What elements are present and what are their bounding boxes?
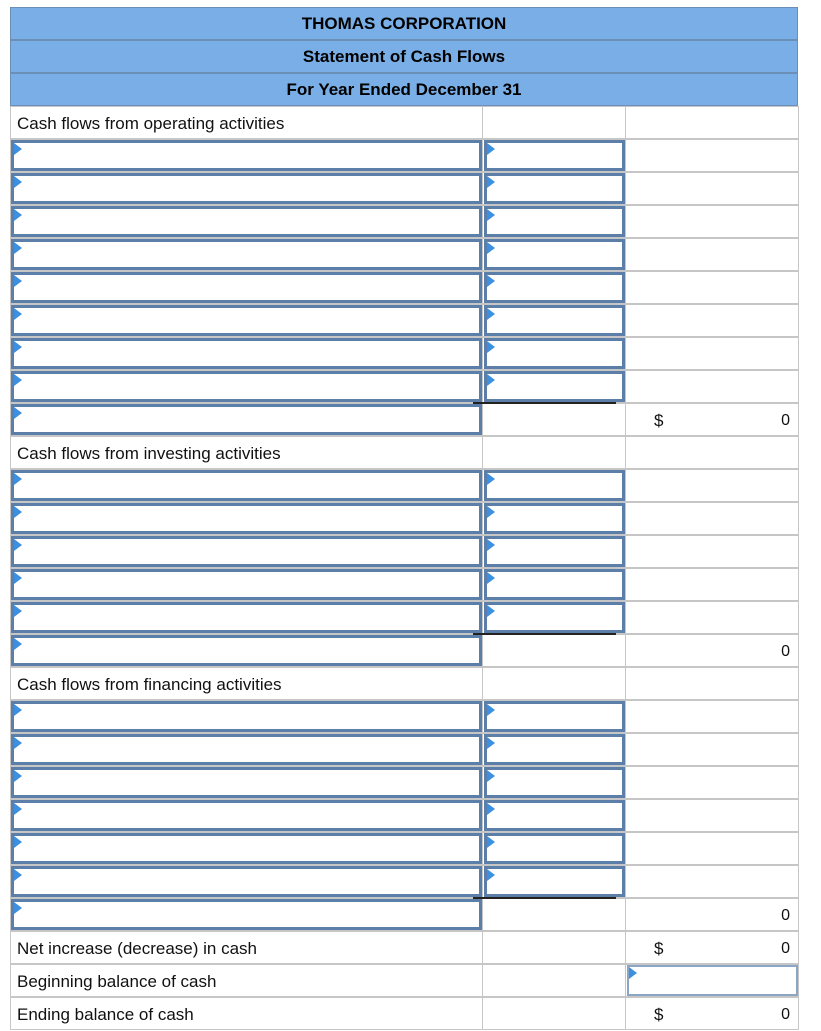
cell-total xyxy=(626,997,799,1030)
dropdown-marker-icon xyxy=(14,737,22,749)
cell-total xyxy=(626,535,799,568)
description-input[interactable] xyxy=(11,800,482,831)
financing-line xyxy=(10,733,799,766)
dropdown-marker-icon xyxy=(14,374,22,386)
cell-total xyxy=(626,931,799,964)
financing-line xyxy=(10,865,799,898)
cell-amount xyxy=(483,403,626,436)
amount-input[interactable] xyxy=(484,305,625,336)
amount-input[interactable] xyxy=(484,173,625,204)
dropdown-marker-icon xyxy=(14,902,22,914)
cell-total xyxy=(626,205,799,238)
dropdown-marker-icon xyxy=(14,572,22,584)
cell-total xyxy=(626,304,799,337)
investing-header-label: Cash flows from investing activities xyxy=(17,444,281,463)
description-input[interactable] xyxy=(11,866,482,897)
investing-total-row xyxy=(10,634,799,667)
description-input[interactable] xyxy=(11,536,482,567)
cell-total xyxy=(626,337,799,370)
cell-description xyxy=(10,106,483,139)
description-input[interactable] xyxy=(11,404,482,435)
input-marker-icon xyxy=(487,506,495,518)
description-input[interactable] xyxy=(11,206,482,237)
dropdown-marker-icon xyxy=(14,770,22,782)
cell-total xyxy=(626,106,799,139)
cell-amount xyxy=(483,931,626,964)
operating-header xyxy=(10,106,799,139)
cell-description xyxy=(10,436,483,469)
description-input[interactable] xyxy=(11,503,482,534)
amount-input[interactable] xyxy=(484,734,625,765)
description-input[interactable] xyxy=(11,899,482,930)
operating-header-label: Cash flows from operating activities xyxy=(17,114,285,133)
input-marker-icon xyxy=(487,374,495,386)
amount-input[interactable] xyxy=(484,206,625,237)
operating-line xyxy=(10,337,799,370)
cell-amount xyxy=(483,436,626,469)
amount-input[interactable] xyxy=(484,536,625,567)
dropdown-marker-icon xyxy=(14,638,22,650)
financing-header-label: Cash flows from financing activities xyxy=(17,675,282,694)
dropdown-marker-icon xyxy=(14,407,22,419)
input-marker-icon xyxy=(487,572,495,584)
amount-input[interactable] xyxy=(484,866,625,897)
description-input[interactable] xyxy=(11,338,482,369)
cell-total xyxy=(626,667,799,700)
description-input[interactable] xyxy=(11,767,482,798)
operating-line xyxy=(10,304,799,337)
cell-amount xyxy=(483,964,626,997)
company-name: THOMAS CORPORATION xyxy=(10,7,798,40)
input-marker-icon xyxy=(487,275,495,287)
net-change-row-label: Net increase (decrease) in cash xyxy=(17,939,258,958)
amount-input[interactable] xyxy=(484,767,625,798)
statement-period: For Year Ended December 31 xyxy=(10,73,798,106)
description-input[interactable] xyxy=(11,470,482,501)
description-input[interactable] xyxy=(11,272,482,303)
operating-total-value: 0 xyxy=(781,412,790,429)
amount-input[interactable] xyxy=(484,338,625,369)
ending-balance-value: 0 xyxy=(781,1006,790,1023)
ending-balance-row-label: Ending balance of cash xyxy=(17,1005,194,1024)
financing-line xyxy=(10,700,799,733)
input-marker-icon xyxy=(487,143,495,155)
input-marker-icon xyxy=(629,967,637,979)
amount-input[interactable] xyxy=(484,701,625,732)
cell-amount xyxy=(483,667,626,700)
description-input[interactable] xyxy=(11,635,482,666)
investing-line xyxy=(10,601,799,634)
amount-input[interactable] xyxy=(484,272,625,303)
operating-line xyxy=(10,238,799,271)
description-input[interactable] xyxy=(11,569,482,600)
net-change-row xyxy=(10,931,799,964)
cell-description xyxy=(10,931,483,964)
dropdown-marker-icon xyxy=(14,605,22,617)
description-input[interactable] xyxy=(11,833,482,864)
cell-amount xyxy=(483,106,626,139)
cell-amount xyxy=(483,634,626,667)
dropdown-marker-icon xyxy=(14,836,22,848)
cell-amount xyxy=(483,898,626,931)
operating-line xyxy=(10,139,799,172)
amount-input[interactable] xyxy=(484,800,625,831)
description-input[interactable] xyxy=(11,701,482,732)
cell-total xyxy=(626,172,799,205)
cell-total xyxy=(626,139,799,172)
input-marker-icon xyxy=(487,539,495,551)
subtotal-rule xyxy=(473,402,616,404)
cell-total xyxy=(626,370,799,403)
cell-total xyxy=(626,469,799,502)
amount-input[interactable] xyxy=(484,470,625,501)
financing-total-value: 0 xyxy=(781,907,790,924)
description-input[interactable] xyxy=(11,371,482,402)
dropdown-marker-icon xyxy=(14,539,22,551)
dropdown-marker-icon xyxy=(14,143,22,155)
dropdown-marker-icon xyxy=(14,275,22,287)
cell-total xyxy=(626,766,799,799)
dropdown-marker-icon xyxy=(14,869,22,881)
dropdown-marker-icon xyxy=(14,506,22,518)
cell-amount xyxy=(483,997,626,1030)
dropdown-marker-icon xyxy=(14,176,22,188)
amount-input[interactable] xyxy=(484,140,625,171)
cell-total xyxy=(626,634,799,667)
investing-line xyxy=(10,502,799,535)
cell-total xyxy=(626,799,799,832)
dropdown-marker-icon xyxy=(14,308,22,320)
financing-header xyxy=(10,667,799,700)
input-marker-icon xyxy=(487,770,495,782)
cell-total xyxy=(626,601,799,634)
dropdown-marker-icon xyxy=(14,242,22,254)
description-input[interactable] xyxy=(11,239,482,270)
operating-total-row xyxy=(10,403,799,436)
operating-total-currency: $ xyxy=(654,411,664,430)
statement-title: Statement of Cash Flows xyxy=(10,40,798,73)
investing-total-value: 0 xyxy=(781,643,790,660)
input-marker-icon xyxy=(487,176,495,188)
input-marker-icon xyxy=(487,473,495,485)
input-marker-icon xyxy=(487,704,495,716)
investing-line xyxy=(10,535,799,568)
cell-total xyxy=(626,271,799,304)
net-change-currency: $ xyxy=(654,939,664,958)
beginning-balance-row xyxy=(10,964,799,997)
dropdown-marker-icon xyxy=(14,803,22,815)
cell-total xyxy=(626,898,799,931)
cell-total xyxy=(626,436,799,469)
input-marker-icon xyxy=(487,869,495,881)
amount-input[interactable] xyxy=(484,371,625,402)
operating-line xyxy=(10,205,799,238)
investing-line xyxy=(10,568,799,601)
cell-total xyxy=(626,733,799,766)
description-input[interactable] xyxy=(11,734,482,765)
amount-input[interactable] xyxy=(484,503,625,534)
operating-line xyxy=(10,271,799,304)
ending-balance-row xyxy=(10,997,799,1030)
operating-line xyxy=(10,172,799,205)
cell-total xyxy=(626,568,799,601)
cell-description xyxy=(10,997,483,1030)
subtotal-rule xyxy=(473,897,616,899)
financing-line xyxy=(10,766,799,799)
input-marker-icon xyxy=(487,209,495,221)
input-marker-icon xyxy=(487,341,495,353)
subtotal-rule xyxy=(473,633,616,635)
dropdown-marker-icon xyxy=(14,209,22,221)
cell-total xyxy=(626,865,799,898)
financing-line xyxy=(10,799,799,832)
input-marker-icon xyxy=(487,836,495,848)
cell-description xyxy=(10,964,483,997)
net-change-value: 0 xyxy=(781,940,790,957)
description-input[interactable] xyxy=(11,173,482,204)
description-input[interactable] xyxy=(11,140,482,171)
description-input[interactable] xyxy=(11,305,482,336)
dropdown-marker-icon xyxy=(14,704,22,716)
input-marker-icon xyxy=(487,803,495,815)
amount-input[interactable] xyxy=(484,602,625,633)
input-marker-icon xyxy=(487,308,495,320)
cell-total xyxy=(626,502,799,535)
cell-description xyxy=(10,667,483,700)
input-marker-icon xyxy=(487,605,495,617)
dropdown-marker-icon xyxy=(14,341,22,353)
dropdown-marker-icon xyxy=(14,473,22,485)
description-input[interactable] xyxy=(11,602,482,633)
cell-total xyxy=(626,403,799,436)
investing-line xyxy=(10,469,799,502)
input-marker-icon xyxy=(487,242,495,254)
operating-line xyxy=(10,370,799,403)
ending-balance-currency: $ xyxy=(654,1005,664,1024)
financing-line xyxy=(10,832,799,865)
amount-input[interactable] xyxy=(484,569,625,600)
cell-total xyxy=(626,700,799,733)
beginning-balance-input[interactable] xyxy=(627,965,798,996)
input-marker-icon xyxy=(487,737,495,749)
financing-total-row xyxy=(10,898,799,931)
investing-header xyxy=(10,436,799,469)
amount-input[interactable] xyxy=(484,239,625,270)
amount-input[interactable] xyxy=(484,833,625,864)
cell-total xyxy=(626,832,799,865)
cell-total xyxy=(626,238,799,271)
beginning-balance-row-label: Beginning balance of cash xyxy=(17,972,217,991)
